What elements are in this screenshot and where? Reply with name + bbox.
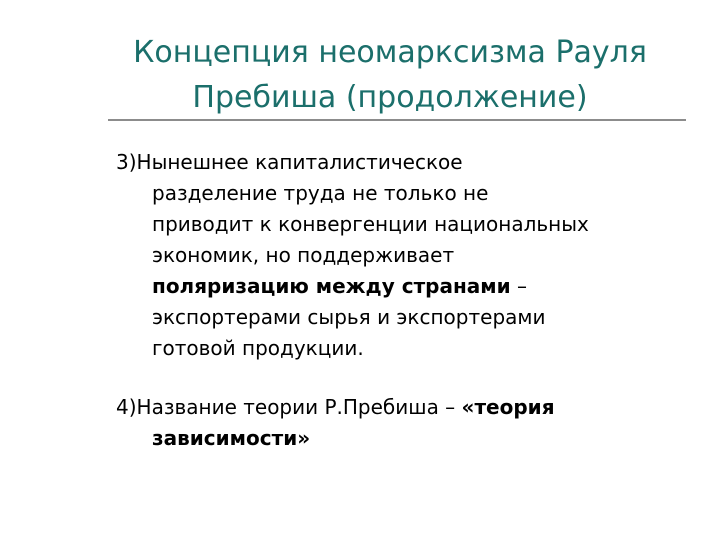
point-3-line-4: экономик, но поддерживает (152, 243, 455, 267)
slide-title-line-1: Концепция неомарксизма Рауля (133, 35, 647, 70)
point-4-line-2 (116, 423, 555, 454)
point-3-bold-phrase: поляризацию между странами (152, 274, 511, 298)
point-3-line-6: экспортерами сырья и экспортерами (152, 305, 546, 329)
point-4-paragraph (116, 392, 555, 454)
point-3-line-2: разделение труда не только не (152, 181, 489, 205)
point-4-line-1 (116, 392, 555, 423)
point-3-paragraph (116, 147, 589, 364)
point-3-line-1: 3)Нынешнее капиталистическое (116, 150, 463, 174)
slide-title-line-2: Пребиша (продолжение) (192, 80, 588, 115)
point-3-line-7: готовой продукции. (152, 336, 364, 360)
title-divider (108, 119, 686, 121)
point-3-line-5 (116, 271, 589, 302)
point-3-dash: – (510, 274, 528, 298)
slide-title (95, 30, 685, 120)
point-4-plain-text: 4)Название теории Р.Пребиша – (116, 395, 462, 419)
point-4-bold-end: зависимости» (152, 426, 311, 450)
point-3-line-3: приводит к конвергенции национальных (152, 212, 589, 236)
point-4-bold-start: «теория (461, 395, 555, 419)
